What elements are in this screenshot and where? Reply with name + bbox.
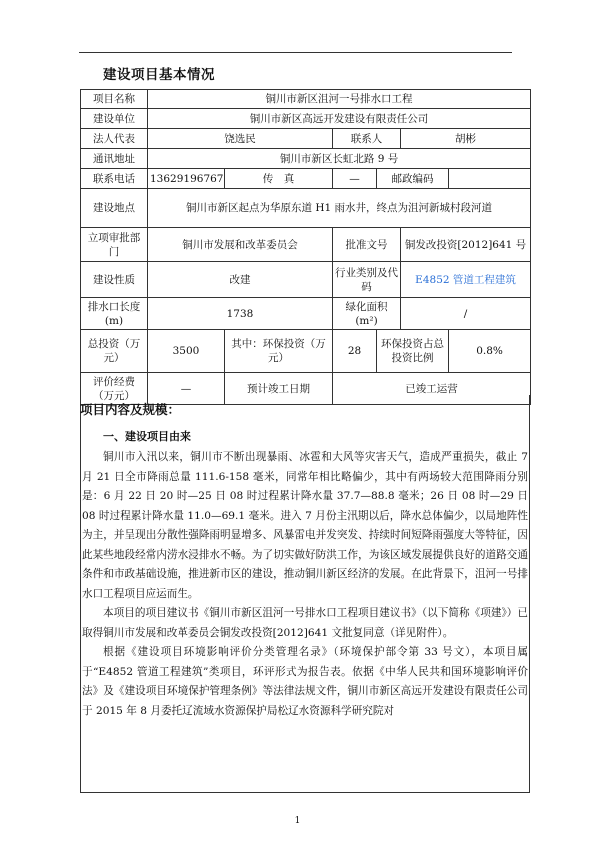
page-title: 建设项目基本情况 <box>103 67 215 83</box>
contact-label: 联系人 <box>333 129 401 149</box>
approval-no-value: 铜发改投资[2012]641 号 <box>401 228 531 262</box>
nature-label: 建设性质 <box>81 262 148 298</box>
body-text <box>82 448 528 721</box>
env-invest-label: 其中：环保投资（万元） <box>225 330 333 373</box>
paragraph: 铜川市入汛以来，铜川市不断出现暴雨、冰雹和大风等灾害天气，造成严重损失，截止 7 月 21 日全市降雨总量 111.6-158 毫米，同常年相比略偏少，其中有两场较大范围降雨分别是：6 月 22 日 20 时—25 日 08 时过程累计降水量 37.7—88.8 毫米；26 日 08 时—29 日 08 时过程累计降水量 11.0—69.1 毫米。进入 7 月份主汛期以后，降水总体偏少，以局地阵性为主，并呈现出分散性强降雨明显增多、风暴雷电并发突发、持续时间短降雨强度大等特征，因此某些地段经常内涝水浸排水不畅。为了切实做好防洪工作，为该区域发展提供良好的道路交通条件和市政基础设施，推进新市区的建设，推动铜川新区经济的发展。在此背景下，沮河一号排水口工程项目应运而生。 <box>82 451 528 600</box>
postcode-value <box>449 169 531 189</box>
project-info-table <box>80 89 531 405</box>
header-rule <box>79 52 512 53</box>
paragraph: 根据《建设项目环境影响评价分类管理名录》（环境保护部令第 33 号文），本项目属于“E4852 管道工程建筑”类项目，环评形式为报告表。依据《中华人民共和国环境影响评价法》及《建设项目环境保护管理条例》等法律法规文件，铜川市新区高远开发建设有限责任公司于 2015 年 8 月委托辽流域水资源保护局松辽水资源科学研究院对 <box>82 646 528 717</box>
address-value: 铜川市新区长虹北路 9 号 <box>148 149 531 169</box>
total-invest-label: 总投资（万元） <box>81 330 148 373</box>
unit-label: 建设单位 <box>81 109 148 129</box>
env-ratio-label: 环保投资占总投资比例 <box>377 330 449 373</box>
address-label: 通讯地址 <box>81 149 148 169</box>
green-area-label-main: 绿化面积 <box>345 300 388 313</box>
completion-value: 已竣工运营 <box>333 373 531 405</box>
page-number: 1 <box>294 816 301 826</box>
nature-value: 改建 <box>148 262 333 298</box>
postcode-label: 邮政编码 <box>377 169 449 189</box>
location-label: 建设地点 <box>81 189 148 228</box>
total-invest-value: 3500 <box>148 330 225 373</box>
approval-dept-label: 立项审批部门 <box>81 228 148 262</box>
legal-rep-value: 饶选民 <box>148 129 333 149</box>
industry-label: 行业类别及代码 <box>333 262 401 298</box>
paragraph: 本项目的项目建议书《铜川市新区沮河一号排水口工程项目建议书》（以下简称《项建》）已取得铜川市发展和改革委员会铜发改投资[2012]641 文批复同意（详见附件）。 <box>82 607 528 639</box>
green-area-label-unit: (m²) <box>355 314 378 327</box>
green-area-label <box>333 298 401 330</box>
legal-rep-label: 法人代表 <box>81 129 148 149</box>
phone-label: 联系电话 <box>81 169 148 189</box>
sub-section-title: 一、建设项目由来 <box>103 430 191 443</box>
fax-value: — <box>333 169 377 189</box>
location-value: 铜川市新区起点为华原东道 H1 雨水井，终点为沮河新城村段河道 <box>148 189 531 228</box>
unit-value: 铜川市新区高远开发建设有限责任公司 <box>148 109 531 129</box>
completion-label: 预计竣工日期 <box>225 373 333 405</box>
contact-value: 胡彬 <box>401 129 531 149</box>
eval-cost-label: 评价经费（万元） <box>81 373 148 405</box>
approval-dept-value: 铜川市发展和改革委员会 <box>148 228 333 262</box>
green-area-value: / <box>401 298 531 330</box>
env-invest-value: 28 <box>333 330 377 373</box>
phone-value: 13629196767 <box>148 169 225 189</box>
fax-label: 传 真 <box>225 169 333 189</box>
outlet-length-value: 1738 <box>148 298 333 330</box>
approval-no-label: 批准文号 <box>333 228 401 262</box>
eval-cost-value: — <box>148 373 225 405</box>
industry-value: E4852 管道工程建筑 <box>401 262 531 298</box>
env-ratio-value: 0.8% <box>449 330 531 373</box>
project-name-label: 项目名称 <box>81 90 148 109</box>
project-name-value: 铜川市新区沮河一号排水口工程 <box>148 90 531 109</box>
section-title: 项目内容及规模： <box>80 402 181 417</box>
outlet-length-label: 排水口长度(m) <box>81 298 148 330</box>
